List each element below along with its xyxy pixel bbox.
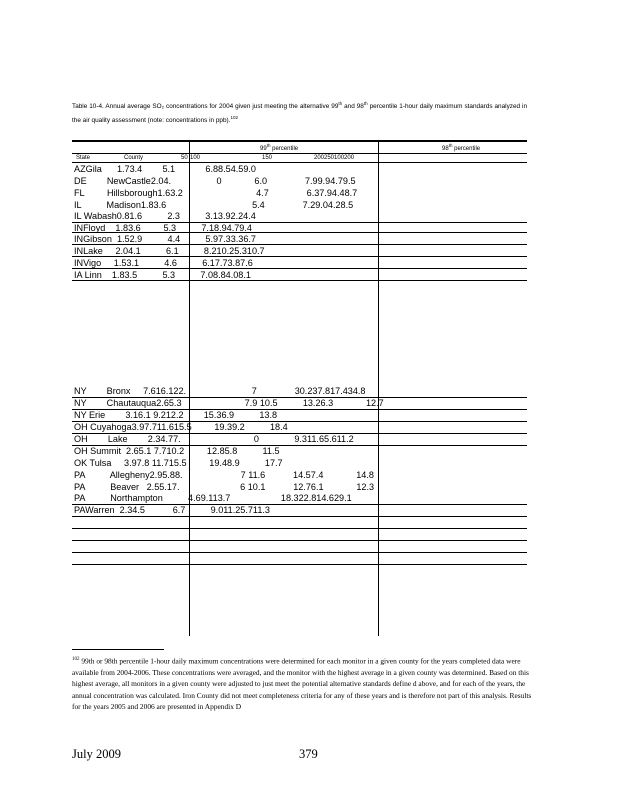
row-rule xyxy=(72,268,527,269)
row-rule xyxy=(72,280,527,281)
table-row: INFloyd 1.83.6 5.3 7.18.94.79.4 xyxy=(74,223,252,233)
col-100: 100 xyxy=(190,155,201,161)
table-row: IL Madison1.83.6 5.4 7.29.04.28.5 xyxy=(74,200,354,210)
table-row: NY Bronx 7.616.122. 7 30.237.817.434.8 xyxy=(74,386,366,396)
table-row: IA Linn 1.83.5 5.3 7.08.84.08.1 xyxy=(74,270,251,280)
table-row: NY Chautauqua2.65.3 7.9 10.5 13.26.3 12.7 xyxy=(74,398,384,408)
row-rule xyxy=(72,256,527,257)
footer-date: July 2009 xyxy=(72,747,121,761)
table-row: OH Lake 2.34.77. 0 9.311.65.611.2 xyxy=(74,434,354,444)
row-rule xyxy=(72,540,527,541)
col-county: County xyxy=(124,155,144,161)
col-state: State xyxy=(76,155,91,161)
footnote xyxy=(72,654,532,713)
table-row: OH Summit 2.65.1 7.710.2 12.85.8 11.5 xyxy=(74,446,280,456)
table-header-rule-2 xyxy=(72,162,527,163)
column-divider xyxy=(378,140,379,636)
table-top-rule xyxy=(72,140,527,142)
caption-sup-1: th xyxy=(338,101,343,106)
row-rule xyxy=(72,244,527,245)
header-99th: 99th percentile xyxy=(260,143,299,152)
caption-line1: Table 10-4. Annual average SO₂ concentrations for 2004 given just meeting the alternative 99 xyxy=(72,103,339,111)
caption-line2-rest: percentile 1-hour daily maximum standards analyzed in the air quality assessment (note: concentrations in ppb). xyxy=(72,103,528,125)
footnote-text: 99th or 98th percentile 1-hour daily maximum concentrations were determined for each monitor in a given county for the years completed data were available from 2004-2006. These concentrations were averaged, and the monitor with the highest average in a given county was determined. Based on this highest average, all monitors in a given county were adjusted to just meet the potential alternative standards define d above, and for each of the years, the annual concentration was calculated. Iron County did not meet completeness criteria for any of these years and is therefore not part of this analysis. Results for the years 2005 and 2006 are presented in Appendix D xyxy=(72,656,532,712)
table-row: OH Cuyahoga3.97.711.615.5 19.39.2 18.4 xyxy=(74,422,288,432)
row-rule xyxy=(72,552,527,553)
header-98th: 98th percentile xyxy=(442,143,481,152)
page-number: 379 xyxy=(299,747,318,761)
footnote-number: 102 xyxy=(72,657,80,662)
table-row: AZGila 1.73.4 5.1 6.88.54.59.0 xyxy=(74,164,256,174)
table-row: PA Beaver 2.55.17. 6 10.1 12.76.1 12.3 xyxy=(74,482,375,492)
table-row: DE NewCastle2.04. 0 6.0 7.99.94.79.5 xyxy=(74,176,356,186)
caption-sup-2: th xyxy=(363,101,368,106)
caption-ref-sup: 102 xyxy=(230,115,238,121)
col-200: 200250100200 xyxy=(314,155,355,161)
table-row: IL Wabash0.81.6 2.3 3.13.92.24.4 xyxy=(74,211,256,221)
caption-line2: and 98 xyxy=(344,103,364,111)
table-row: PA Northampton 4.69.113.7 18.322.814.629.1 xyxy=(74,493,352,503)
table-row: INGibson 1.52.9 4.4 5.97.33.36.7 xyxy=(74,234,256,244)
row-rule xyxy=(72,528,527,529)
row-rule xyxy=(72,516,527,517)
table-row: FL Hillsborough1.63.2 4.7 6.37.94.48.7 xyxy=(74,188,358,198)
table-header-rule xyxy=(72,153,527,154)
table-row: OK Tulsa 3.97.8 11.715.5 19.48.9 17.7 xyxy=(74,458,283,468)
row-rule xyxy=(72,564,527,565)
table-row: INLake 2.04.1 6.1 8.210.25.310.7 xyxy=(74,246,265,256)
col-150: 150 xyxy=(262,155,273,161)
table-row: NY Erie 3.16.1 9.212.2 15.36.9 13.8 xyxy=(74,410,278,420)
col-50: 50 xyxy=(181,155,188,161)
table-caption xyxy=(72,98,527,126)
table-row: PAWarren 2.34.5 6.7 9.011.25.711.3 xyxy=(74,505,270,515)
concentration-table xyxy=(72,140,527,636)
table-row: INVigo 1.53.1 4.6 6.17.73.87.6 xyxy=(74,258,253,268)
table-row: PA Allegheny2.95.88. 7 11.6 14.57.4 14.8 xyxy=(74,470,374,480)
footnote-rule xyxy=(72,649,164,650)
